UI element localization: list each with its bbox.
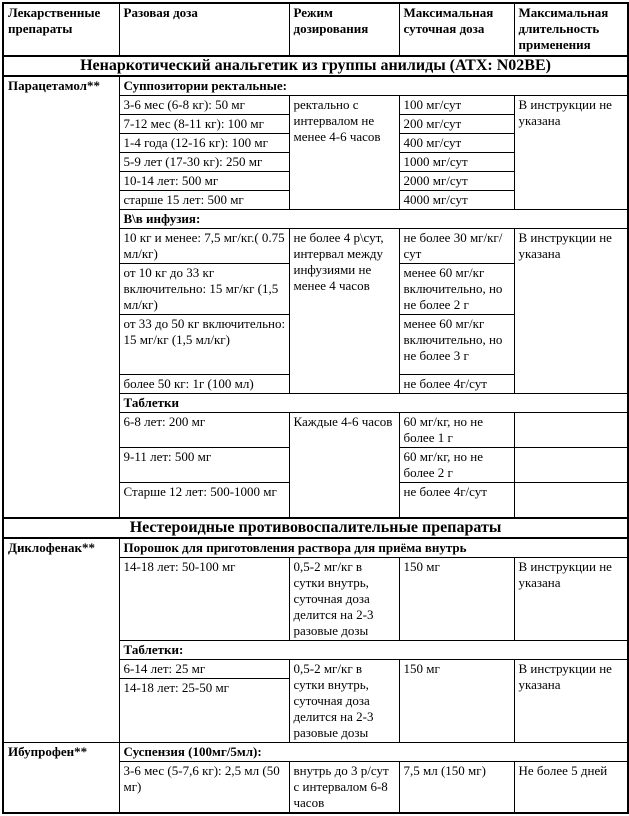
dose-cell: 14-18 лет: 50-100 мг bbox=[119, 557, 289, 640]
dose-cell: от 10 кг до 33 кг включительно: 15 мг/кг (1,5 мл/кг) bbox=[119, 264, 289, 315]
dose-cell: 7-12 мес (8-11 кг): 100 мг bbox=[119, 115, 289, 134]
regimen-cell: не более 4 р\сут, интервал между инфузиями не менее 4 часов bbox=[289, 229, 399, 394]
subsection-title-tablets: Таблетки bbox=[119, 394, 628, 413]
dose-cell: старше 15 лет: 500 мг bbox=[119, 191, 289, 210]
max-dose-cell: 100 мг/сут bbox=[399, 96, 514, 115]
duration-cell bbox=[514, 448, 628, 483]
max-dose-cell: 1000 мг/сут bbox=[399, 153, 514, 172]
duration-cell: Не более 5 дней bbox=[514, 761, 628, 813]
dose-cell: 14-18 лет: 25-50 мг bbox=[119, 679, 289, 742]
dose-cell: 1-4 года (12-16 кг): 100 мг bbox=[119, 134, 289, 153]
dose-cell: Старше 12 лет: 500-1000 мг bbox=[119, 483, 289, 518]
max-dose-cell: 60 мг/кг, но не более 2 г bbox=[399, 448, 514, 483]
col-header-single-dose: Разовая доза bbox=[119, 3, 289, 56]
duration-cell: В инструкции не указана bbox=[514, 96, 628, 210]
table-row bbox=[3, 538, 628, 558]
dose-cell: от 33 до 50 кг включительно: 15 мг/кг (1,5 мл/кг) bbox=[119, 315, 289, 375]
col-header-max-daily-dose: Максимальная суточная доза bbox=[399, 3, 514, 56]
subsection-title-powder: Порошок для приготовления раствора для приёма внутрь bbox=[119, 538, 628, 558]
max-dose-cell: не более 4г/сут bbox=[399, 375, 514, 394]
col-header-max-duration: Максимальная длительность применения bbox=[514, 3, 628, 56]
dose-cell: 10-14 лет: 500 мг bbox=[119, 172, 289, 191]
max-dose-cell: 2000 мг/сут bbox=[399, 172, 514, 191]
max-dose-cell: 4000 мг/сут bbox=[399, 191, 514, 210]
dose-cell: 3-6 мес (6-8 кг): 50 мг bbox=[119, 96, 289, 115]
regimen-cell: Каждые 4-6 часов bbox=[289, 413, 399, 518]
regimen-cell: 0,5-2 мг/кг в сутки внутрь, суточная доза делится на 2-3 разовые дозы bbox=[289, 557, 399, 640]
table-row bbox=[3, 56, 628, 76]
max-dose-cell: 400 мг/сут bbox=[399, 134, 514, 153]
max-dose-cell: 7,5 мл (150 мг) bbox=[399, 761, 514, 813]
section-title-anilides: Ненаркотический анальгетик из группы анилиды (АТХ: N02BE) bbox=[3, 56, 628, 76]
subsection-title-suspension: Суспензия (100мг/5мл): bbox=[119, 742, 628, 761]
regimen-cell: 0,5-2 мг/кг в сутки внутрь, суточная доза делится на 2-3 разовые дозы bbox=[289, 659, 399, 742]
regimen-cell: ректально с интервалом не менее 4-6 часов bbox=[289, 96, 399, 210]
duration-cell: В инструкции не указана bbox=[514, 659, 628, 742]
dose-cell: 9-11 лет: 500 мг bbox=[119, 448, 289, 483]
dose-cell: более 50 кг: 1г (100 мл) bbox=[119, 375, 289, 394]
max-dose-cell: 150 мг bbox=[399, 557, 514, 640]
col-header-drugs: Лекарственные препараты bbox=[3, 3, 119, 56]
max-dose-cell: 60 мг/кг, но не более 1 г bbox=[399, 413, 514, 448]
subsection-title-iv-infusion: В\в инфузия: bbox=[119, 210, 628, 229]
max-dose-cell: менее 60 мг/кг включительно, но не более 2 г bbox=[399, 264, 514, 315]
drug-name-paracetamol: Парацетамол** bbox=[3, 76, 119, 518]
max-dose-cell: менее 60 мг/кг включительно, но не более 3 г bbox=[399, 315, 514, 375]
duration-cell: В инструкции не указана bbox=[514, 229, 628, 394]
duration-cell: В инструкции не указана bbox=[514, 557, 628, 640]
max-dose-cell: не более 30 мг/кг/сут bbox=[399, 229, 514, 264]
dose-cell: 6-8 лет: 200 мг bbox=[119, 413, 289, 448]
col-header-regimen: Режим дозирования bbox=[289, 3, 399, 56]
drug-name-ibuprofen: Ибупрофен** bbox=[3, 742, 119, 813]
dose-cell: 10 кг и менее: 7,5 мг/кг.( 0.75 мл/кг) bbox=[119, 229, 289, 264]
table-row bbox=[3, 518, 628, 538]
subsection-title-tablets: Таблетки: bbox=[119, 640, 628, 659]
max-dose-cell: 150 мг bbox=[399, 659, 514, 742]
table-row bbox=[3, 742, 628, 761]
drug-dosage-table bbox=[2, 2, 629, 814]
subsection-title-suppositories: Суппозитории ректальные: bbox=[119, 76, 628, 96]
duration-cell bbox=[514, 413, 628, 448]
duration-cell bbox=[514, 483, 628, 518]
regimen-cell: внутрь до 3 р/сут с интервалом 6-8 часов bbox=[289, 761, 399, 813]
dose-cell: 3-6 мес (5-7,6 кг): 2,5 мл (50 мг) bbox=[119, 761, 289, 813]
dose-cell: 5-9 лет (17-30 кг): 250 мг bbox=[119, 153, 289, 172]
section-title-nsaids: Нестероидные противовоспалительные препараты bbox=[3, 518, 628, 538]
max-dose-cell: не более 4г/сут bbox=[399, 483, 514, 518]
table-row bbox=[3, 76, 628, 96]
table-row bbox=[3, 3, 628, 56]
max-dose-cell: 200 мг/сут bbox=[399, 115, 514, 134]
drug-name-diclofenac: Диклофенак** bbox=[3, 538, 119, 743]
dose-cell: 6-14 лет: 25 мг bbox=[119, 659, 289, 679]
